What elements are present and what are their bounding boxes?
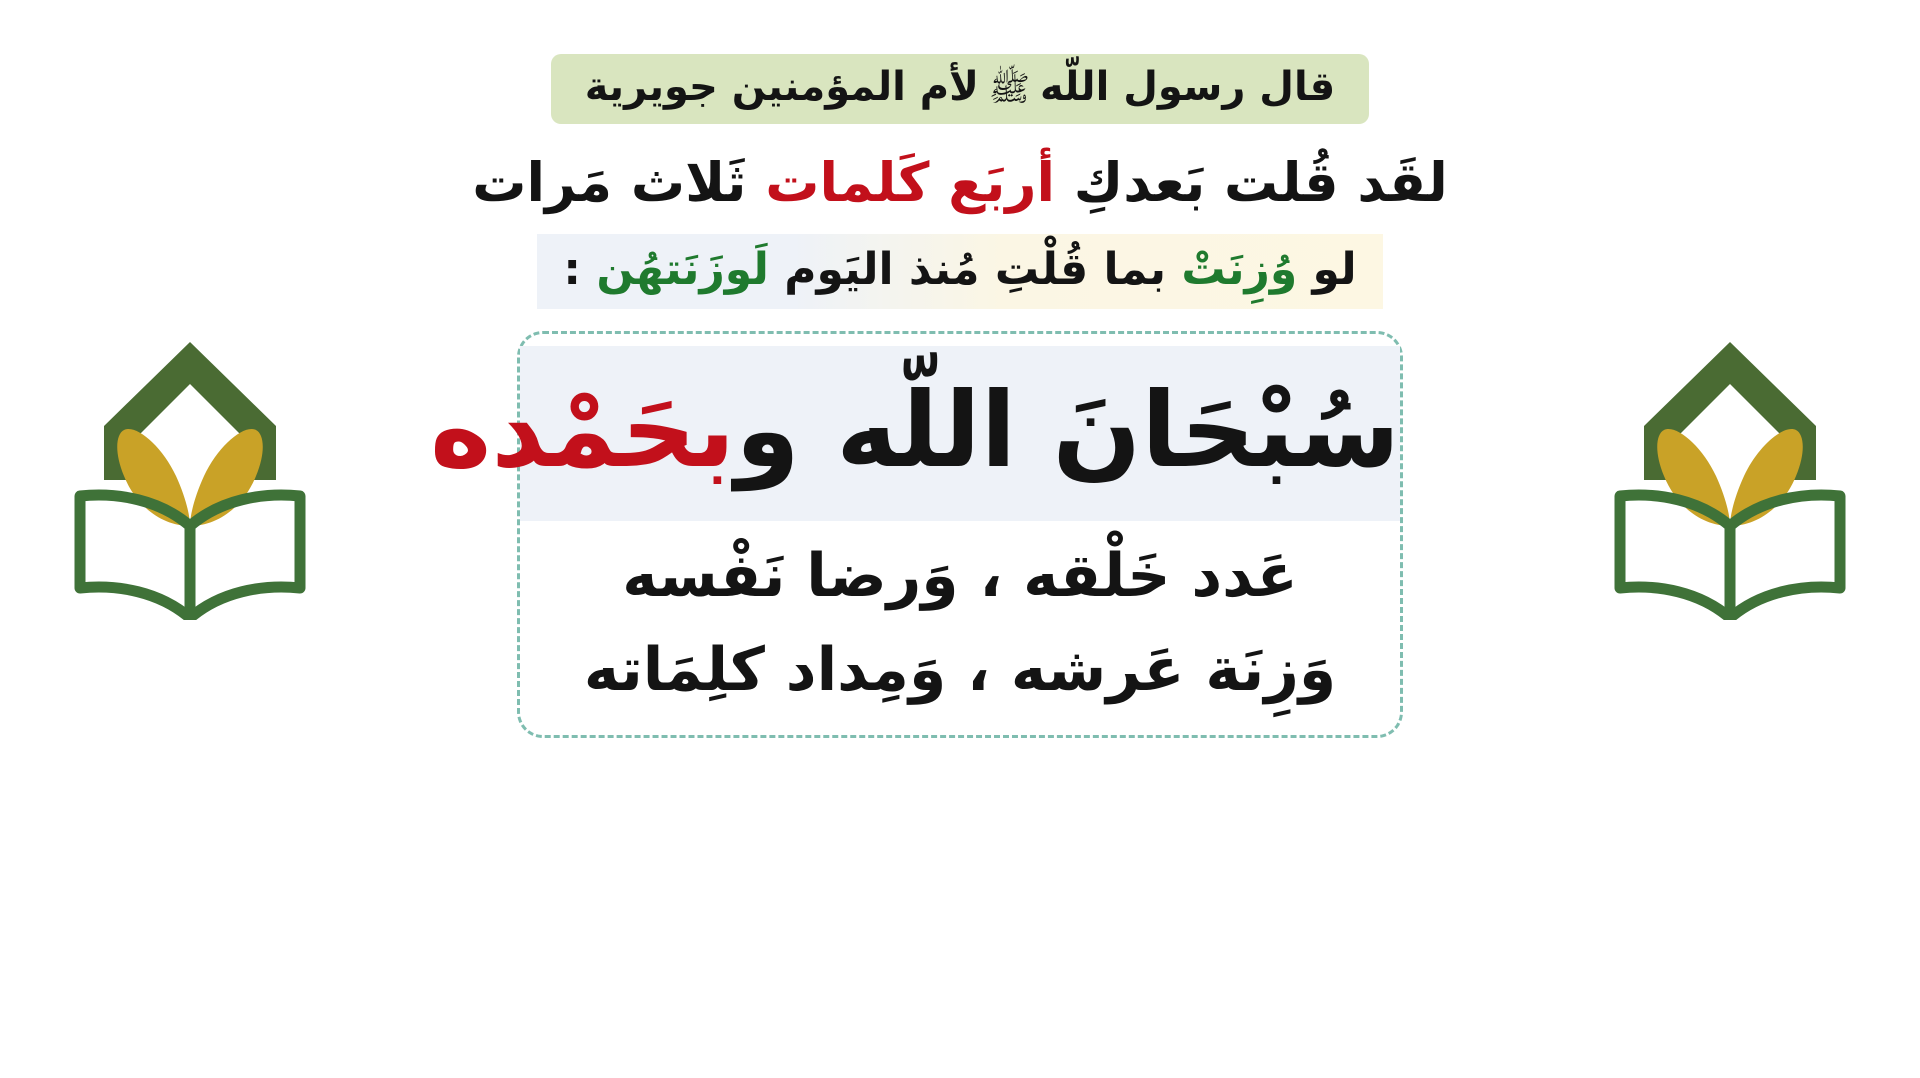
- dhikr-main-part-1: سُبْحَانَ اللّه و: [735, 368, 1400, 491]
- dhikr-main-part-2: بحَمْده: [430, 368, 736, 491]
- narration-line-1-part-2: ثَلاث مَرات: [472, 151, 747, 214]
- header-text-before: قال رسول اللّه: [1039, 64, 1336, 110]
- narration-line-2-highlight-1: وُزِنَتْ: [1181, 243, 1298, 295]
- hadith-header-band: [551, 54, 1369, 124]
- narration-line-2-part-2: بما قُلْتِ مُنذ اليَوم: [784, 243, 1167, 295]
- narration-line-2-highlight-2: لَوزَنَتهُن: [596, 243, 769, 295]
- narration-line-2-suffix: :: [563, 243, 581, 295]
- narration-line-2-part-1: لو: [1312, 243, 1357, 295]
- decorative-emblem-right: [1580, 330, 1880, 620]
- dhikr-main-phrase: [430, 346, 1400, 521]
- narration-line-1-highlight: أربَع كَلمات: [765, 151, 1055, 214]
- dhikr-line-3: وَزِنَة عَرشه ، وَمِداد كلِمَاته: [583, 635, 1337, 706]
- narration-line-1: [472, 150, 1447, 216]
- narration-line-2: [537, 234, 1382, 309]
- header-text-after: لأم المؤمنين جويرية: [584, 64, 979, 110]
- poster-content: [380, 0, 1540, 1078]
- dhikr-box: [430, 331, 1403, 738]
- narration-line-1-part-1: لقَد قُلت بَعدكِ: [1073, 151, 1448, 214]
- salla-allahu-alayhi-wasallam-icon: ﷺ: [988, 69, 1030, 109]
- dhikr-line-2: عَدد خَلْقه ، وَرضا نَفْسه: [622, 541, 1298, 612]
- decorative-emblem-left: [40, 330, 340, 620]
